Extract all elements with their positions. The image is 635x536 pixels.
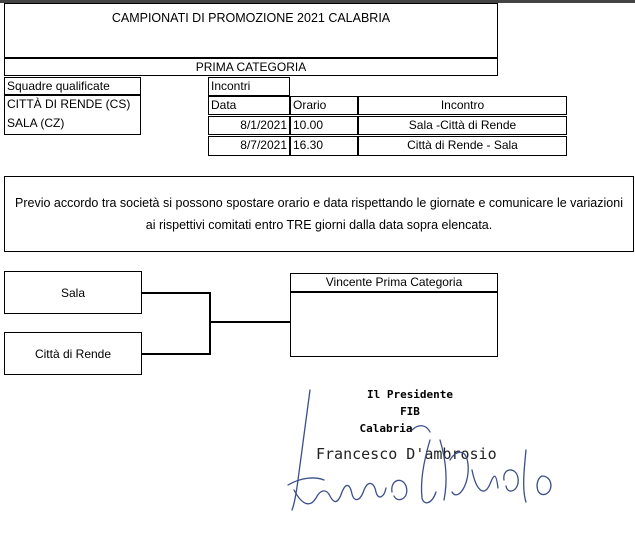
match-row-2-time: 16.30 [290, 136, 358, 156]
title-box [4, 3, 498, 58]
match-row-1-date: 8/1/2021 [208, 116, 290, 135]
qualified-teams-box [4, 95, 141, 135]
qualified-team-1: CITTÀ DI RENDE (CS) [7, 97, 131, 111]
match-row-2-date: 8/7/2021 [208, 136, 290, 156]
bracket-connector-vertical [209, 292, 211, 355]
matches-heading: Incontri [208, 77, 290, 96]
bracket-connector-bottom [142, 353, 210, 355]
match-row-1-time: 10.00 [290, 116, 358, 135]
bracket-connector-mid [209, 321, 291, 323]
column-header-time: Orario [290, 96, 358, 115]
bracket-team-bottom [4, 332, 142, 375]
organization-name: FIB [400, 405, 420, 418]
match-row-2-match: Città di Rende - Sala [358, 136, 567, 156]
president-title: Il Presidente [366, 388, 454, 401]
qualified-heading: Squadre qualificate [4, 77, 141, 95]
winner-box [290, 292, 498, 357]
bracket-connector-top [142, 292, 210, 294]
bracket-team-top [4, 271, 142, 314]
region-name: Calabria [359, 422, 413, 435]
bracket-team-top-label: Sala [60, 286, 86, 300]
president-name: Francesco D'ambrosio [316, 445, 497, 463]
page-title: CAMPIONATI DI PROMOZIONE 2021 CALABRIA [111, 11, 391, 25]
handwritten-signature [280, 380, 580, 530]
category-label: PRIMA CATEGORIA [4, 58, 498, 76]
winner-label: Vincente Prima Categoria [290, 273, 498, 292]
column-header-date: Data [208, 96, 290, 115]
qualified-team-2: SALA (CZ) [7, 116, 65, 130]
match-row-1-match: Sala -Città di Rende [358, 116, 567, 135]
column-header-match: Incontro [358, 96, 567, 115]
bracket-team-bottom-label: Città di Rende [34, 347, 112, 361]
notice-box: Previo accordo tra società si possono spostare orario e data rispettando le giornate e comunicare le variazioni ai rispettivi comitati entro TRE giorni dalla data sopra elencata. [4, 176, 634, 252]
